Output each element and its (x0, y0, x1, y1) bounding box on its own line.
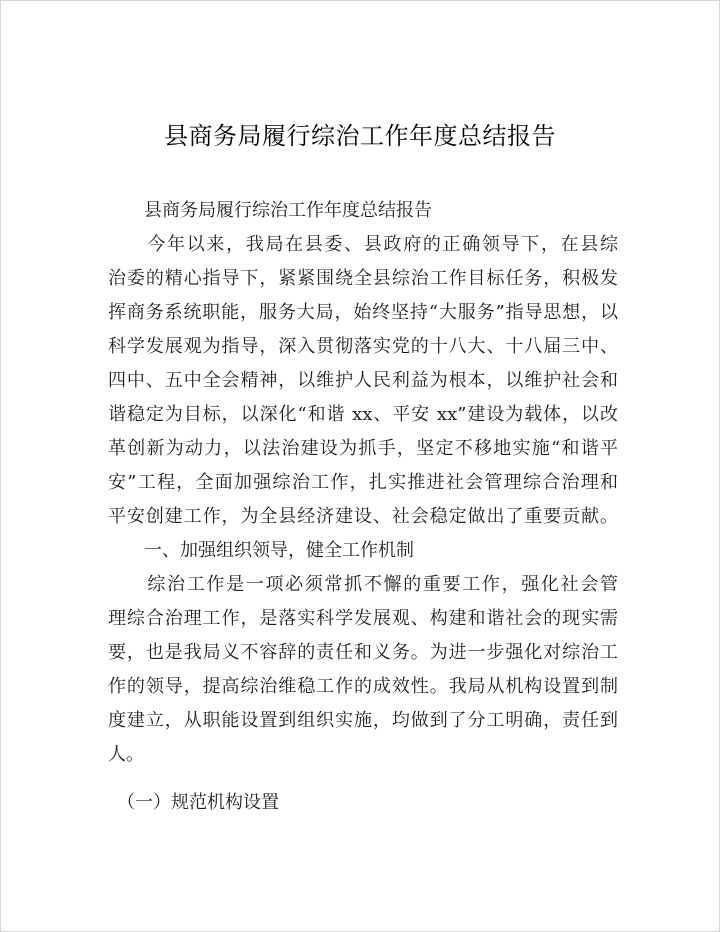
paragraph-line: 科学发展观为指导，深入贯彻落实党的十八大、十八届三中、 (108, 336, 618, 357)
paragraph-line: 度建立，从职能设置到组织实施，均做到了分工明确，责任到 (108, 710, 618, 731)
paragraph-line: 要，也是我局义不容辞的责任和义务。为进一步强化对综治工 (108, 642, 618, 663)
paragraph-line: 平安创建工作，为全县经济建设、社会稳定做出了重要贡献。 (108, 506, 618, 527)
paragraph-line: 治委的精心指导下，紧紧围绕全县综治工作目标任务，积极发 (108, 268, 618, 289)
paragraph-line: 革创新为动力，以法治建设为抓手，坚定不移地实施“和谐平 (108, 438, 618, 459)
paragraph-line: 挥商务系统职能，服务大局，始终坚持“大服务”指导思想，以 (108, 302, 618, 323)
subsection-heading: （一）规范机构设置 (108, 792, 279, 813)
paragraph-line: 作的领导，提高综治维稳工作的成效性。我局从机构设置到制 (108, 676, 618, 697)
document-title: 县商务局履行综治工作年度总结报告 (164, 122, 556, 150)
paragraph-line: 人。 (108, 744, 144, 765)
paragraph-line: 今年以来，我局在县委、县政府的正确领导下，在县综 (108, 234, 618, 255)
paragraph-line: 理综合治理工作，是落实科学发展观、构建和谐社会的现实需 (108, 608, 618, 629)
subtitle-line: 县商务局履行综治工作年度总结报告 (108, 200, 432, 221)
section-heading: 一、加强组织领导，健全工作机制 (108, 540, 414, 561)
paragraph-line: 四中、五中全会精神，以维护人民利益为根本，以维护社会和 (108, 370, 618, 391)
paragraph-line: 谐稳定为目标，以深化“和谐 xx、平安 xx”建设为载体，以改 (108, 404, 618, 425)
paragraph-line: 安”工程，全面加强综治工作，扎实推进社会管理综合治理和 (108, 472, 618, 493)
paragraph-line: 综治工作是一项必须常抓不懈的重要工作，强化社会管 (108, 574, 618, 595)
